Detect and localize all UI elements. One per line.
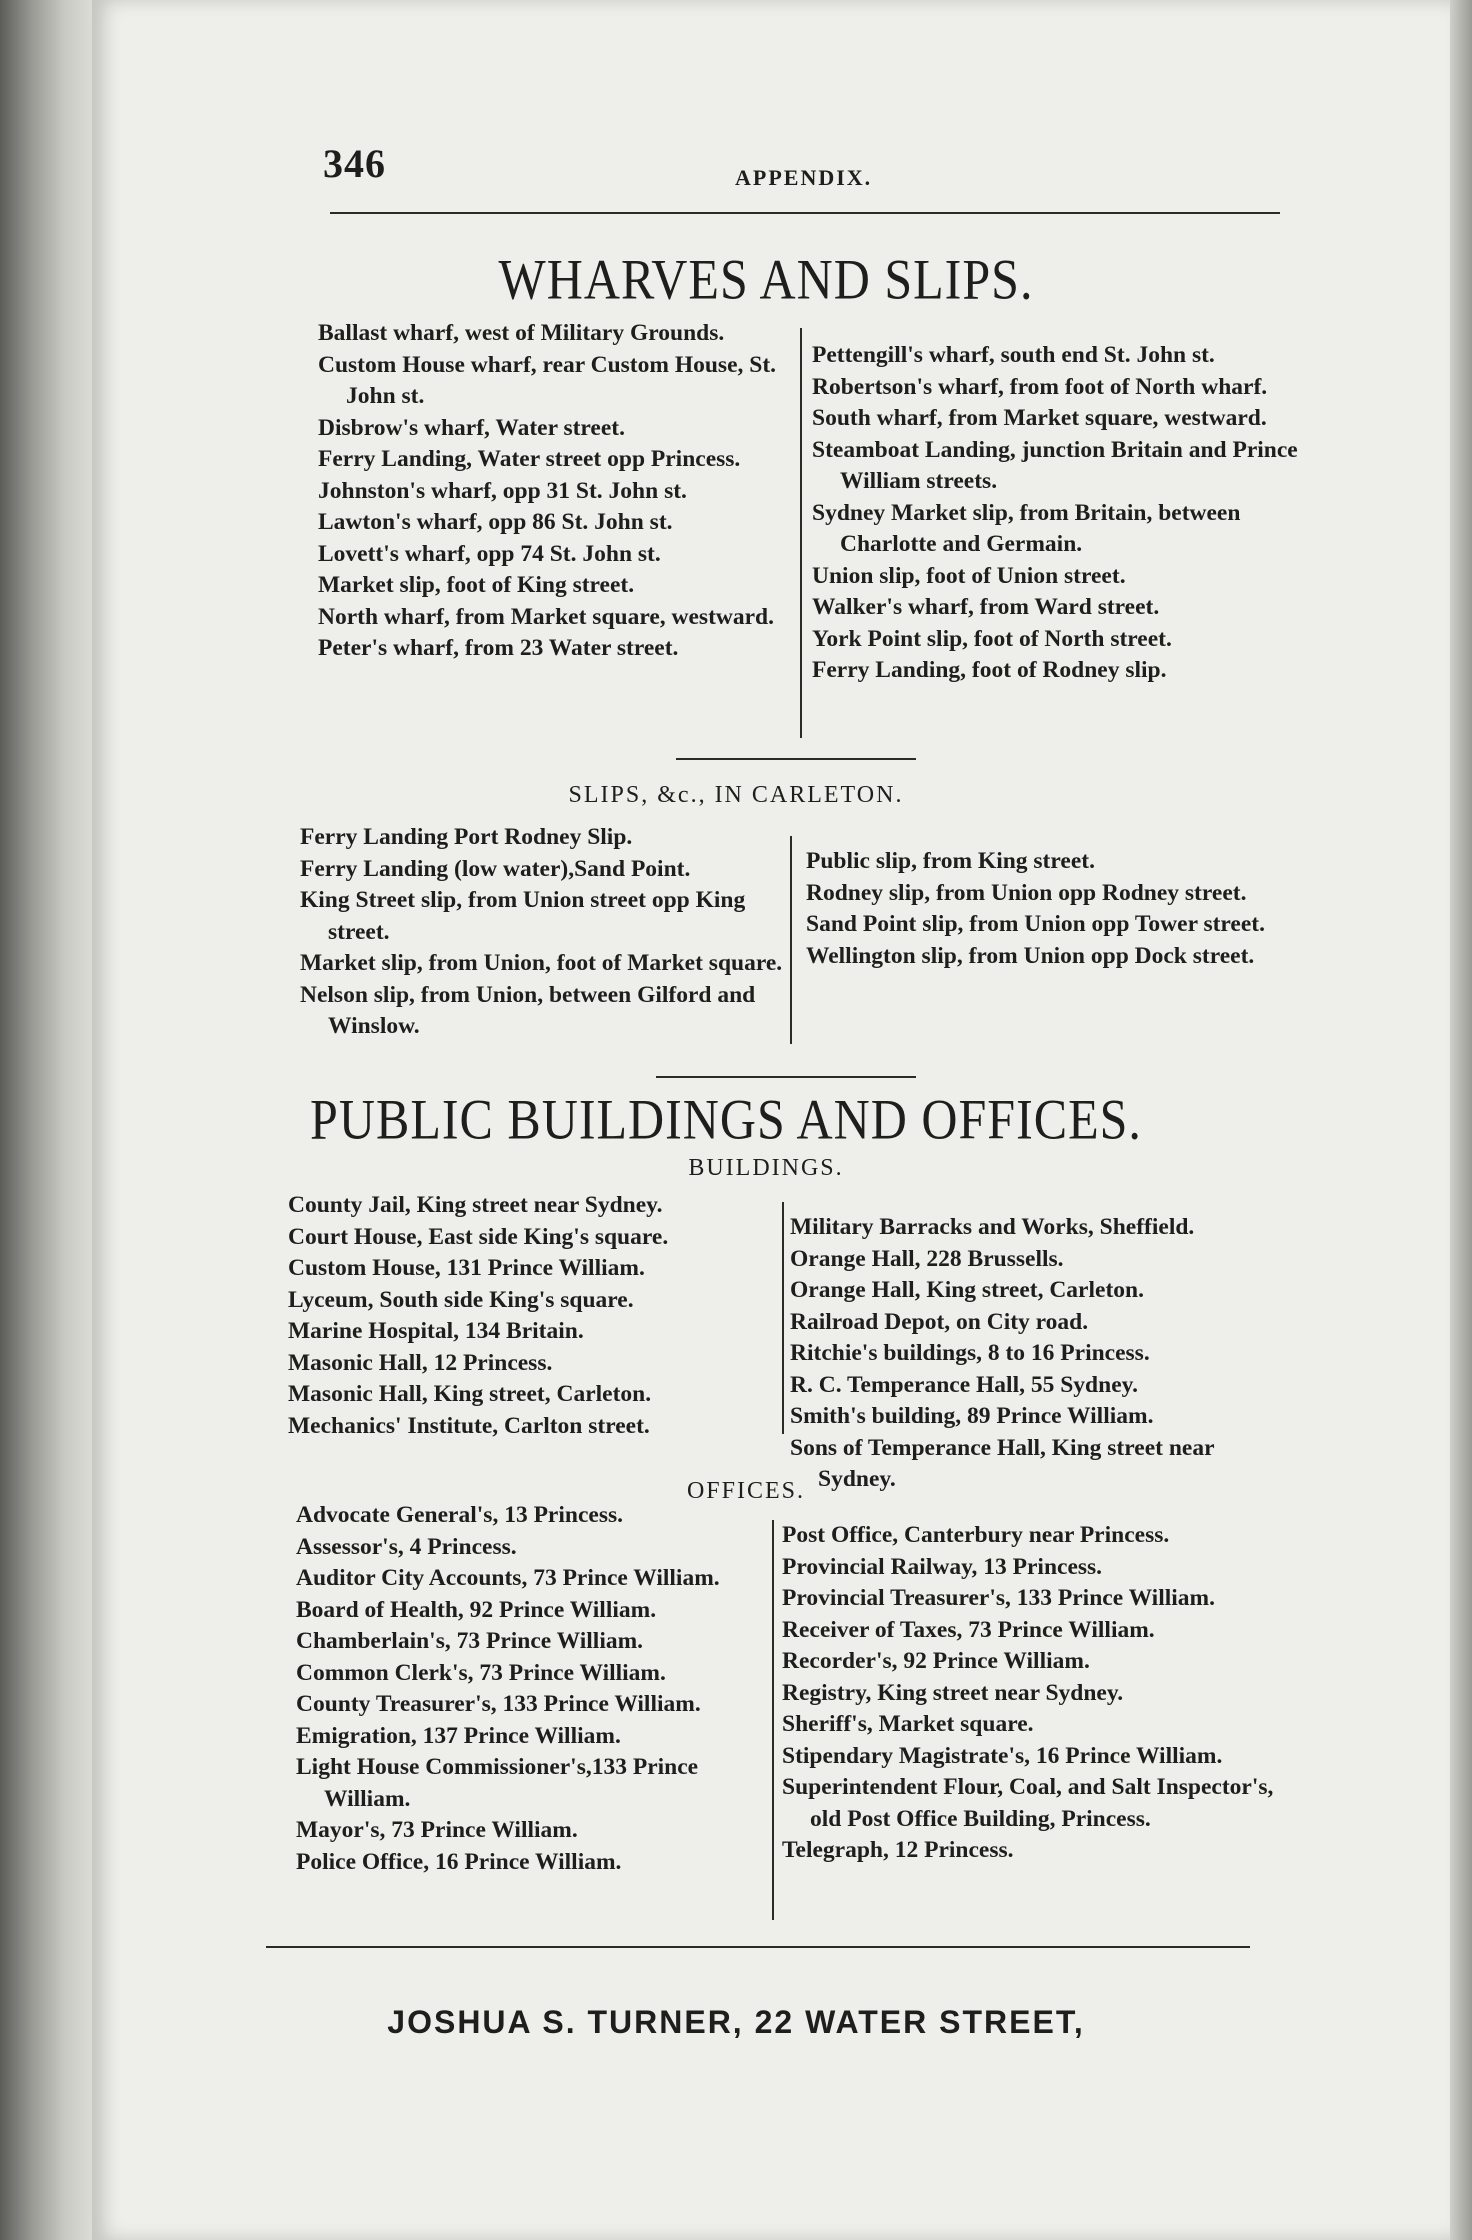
buildings-left-column [288, 1190, 778, 1442]
carleton-left-column [300, 822, 786, 1043]
list-item: Registry, King street near Sydney. [782, 1679, 1124, 1706]
carleton-right-column [806, 846, 1286, 972]
section-title-wharves: WHARVES AND SLIPS. [498, 246, 1034, 312]
section-title-carleton: SLIPS, &c., IN CARLETON. [568, 782, 904, 808]
list-item: Recorder's, 92 Prince William. [782, 1648, 1090, 1674]
list-item: Provincial Treasurer's, 133 Prince William. [782, 1585, 1215, 1611]
list-item: Disbrow's wharf, Water street. [318, 414, 625, 441]
list-item: Rodney slip, from Union opp Rodney street. [806, 879, 1247, 906]
list-item: Sheriff's, Market square. [782, 1711, 1034, 1737]
list-item: Stipendary Magistrate's, 16 Prince William. [782, 1742, 1223, 1769]
list-item: Sons of Temperance Hall, King street near Sydney. [790, 1434, 1215, 1492]
list-item: King Street slip, from Union street opp King street. [300, 887, 746, 945]
list-item: Wellington slip, from Union opp Dock street. [806, 942, 1255, 969]
list-item: Military Barracks and Works, Sheffield. [790, 1214, 1195, 1240]
list-item: Ferry Landing (low water),Sand Point. [300, 855, 691, 882]
list-item: Lyceum, South side King's square. [288, 1286, 634, 1313]
list-item: Sand Point slip, from Union opp Tower street. [806, 911, 1265, 937]
section-title-public: PUBLIC BUILDINGS AND OFFICES. [310, 1086, 1142, 1152]
list-item: Market slip, foot of King street. [318, 572, 635, 598]
list-item: Sydney Market slip, from Britain, between Charlotte and Germain. [812, 499, 1241, 557]
list-item: Ferry Landing, foot of Rodney slip. [812, 657, 1167, 683]
column-divider [800, 328, 802, 738]
list-item: Masonic Hall, 12 Princess. [288, 1349, 553, 1376]
list-item: Emigration, 137 Prince William. [296, 1722, 621, 1749]
list-item: Union slip, foot of Union street. [812, 562, 1126, 589]
wharves-left-column [318, 318, 792, 665]
list-item: Orange Hall, King street, Carleton. [790, 1277, 1144, 1303]
list-item: Masonic Hall, King street, Carleton. [288, 1381, 652, 1407]
list-item: Nelson slip, from Union, between Gilford and Winslow. [300, 981, 756, 1039]
page-number: 346 [323, 141, 386, 186]
list-item: Ritchie's buildings, 8 to 16 Princess. [790, 1340, 1150, 1366]
header-rule [330, 212, 1280, 214]
list-item: Smith's building, 89 Prince William. [790, 1403, 1154, 1429]
wharves-right-column [812, 340, 1300, 687]
offices-left-column [296, 1500, 766, 1878]
list-item: Mayor's, 73 Prince William. [296, 1817, 578, 1843]
list-item: York Point slip, foot of North street. [812, 625, 1172, 652]
list-item: County Treasurer's, 133 Prince William. [296, 1691, 701, 1717]
list-item: Advocate General's, 13 Princess. [296, 1502, 623, 1528]
list-item: Market slip, from Union, foot of Market square. [300, 950, 783, 976]
section-rule [676, 758, 916, 760]
list-item: Common Clerk's, 73 Prince William. [296, 1659, 666, 1686]
list-item: North wharf, from Market square, westward. [318, 603, 775, 630]
list-item: Chamberlain's, 73 Prince William. [296, 1628, 644, 1654]
list-item: Steamboat Landing, junction Britain and Prince William streets. [812, 436, 1298, 494]
list-item: Lawton's wharf, opp 86 St. John st. [318, 509, 673, 535]
list-item: Pettengill's wharf, south end St. John st. [812, 342, 1215, 368]
list-item: Ferry Landing, Water street opp Princess. [318, 446, 741, 472]
column-divider [790, 836, 792, 1044]
footer-advertisement: JOSHUA S. TURNER, 22 WATER STREET, [387, 2004, 1085, 2040]
list-item: County Jail, King street near Sydney. [288, 1192, 663, 1218]
list-item: Assessor's, 4 Princess. [296, 1533, 517, 1560]
list-item: Court House, East side King's square. [288, 1223, 669, 1250]
list-item: Mechanics' Institute, Carlton street. [288, 1412, 650, 1439]
list-item: Public slip, from King street. [806, 848, 1095, 874]
offices-title: OFFICES. [686, 1478, 806, 1504]
list-item: Lovett's wharf, opp 74 St. John st. [318, 540, 661, 567]
buildings-right-column [790, 1212, 1290, 1496]
list-item: Railroad Depot, on City road. [790, 1308, 1089, 1335]
list-item: Marine Hospital, 134 Britain. [288, 1318, 584, 1344]
list-item: Peter's wharf, from 23 Water street. [318, 635, 679, 661]
list-item: South wharf, from Market square, westward. [812, 405, 1267, 431]
running-head: APPENDIX. [735, 165, 873, 190]
list-item: Superintendent Flour, Coal, and Salt Inspector's, old Post Office Building, Princess. [782, 1774, 1274, 1832]
buildings-title: BUILDINGS. [688, 1155, 844, 1181]
offices-right-column [782, 1520, 1282, 1867]
list-item: Robertson's wharf, from foot of North wharf. [812, 373, 1268, 400]
list-item: Post Office, Canterbury near Princess. [782, 1522, 1170, 1548]
list-item: Board of Health, 92 Prince William. [296, 1596, 657, 1623]
list-item: Johnston's wharf, opp 31 St. John st. [318, 477, 687, 504]
column-divider [782, 1202, 784, 1434]
list-item: Telegraph, 12 Princess. [782, 1837, 1014, 1863]
list-item: Custom House wharf, rear Custom House, St. John st. [318, 351, 777, 409]
list-item: Provincial Railway, 13 Princess. [782, 1553, 1103, 1580]
column-divider [772, 1520, 774, 1920]
footer-rule [266, 1946, 1250, 1948]
list-item: Receiver of Taxes, 73 Prince William. [782, 1616, 1155, 1643]
list-item: Auditor City Accounts, 73 Prince William. [296, 1565, 720, 1591]
list-item: Walker's wharf, from Ward street. [812, 594, 1160, 620]
list-item: Orange Hall, 228 Brussells. [790, 1245, 1064, 1272]
list-item: Ferry Landing Port Rodney Slip. [300, 824, 633, 850]
list-item: Ballast wharf, west of Military Grounds. [318, 320, 725, 346]
list-item: Police Office, 16 Prince William. [296, 1848, 622, 1875]
list-item: Custom House, 131 Prince William. [288, 1255, 645, 1281]
list-item: R. C. Temperance Hall, 55 Sydney. [790, 1371, 1138, 1398]
section-rule [656, 1076, 916, 1078]
list-item: Light House Commissioner's,133 Prince William. [296, 1754, 699, 1812]
